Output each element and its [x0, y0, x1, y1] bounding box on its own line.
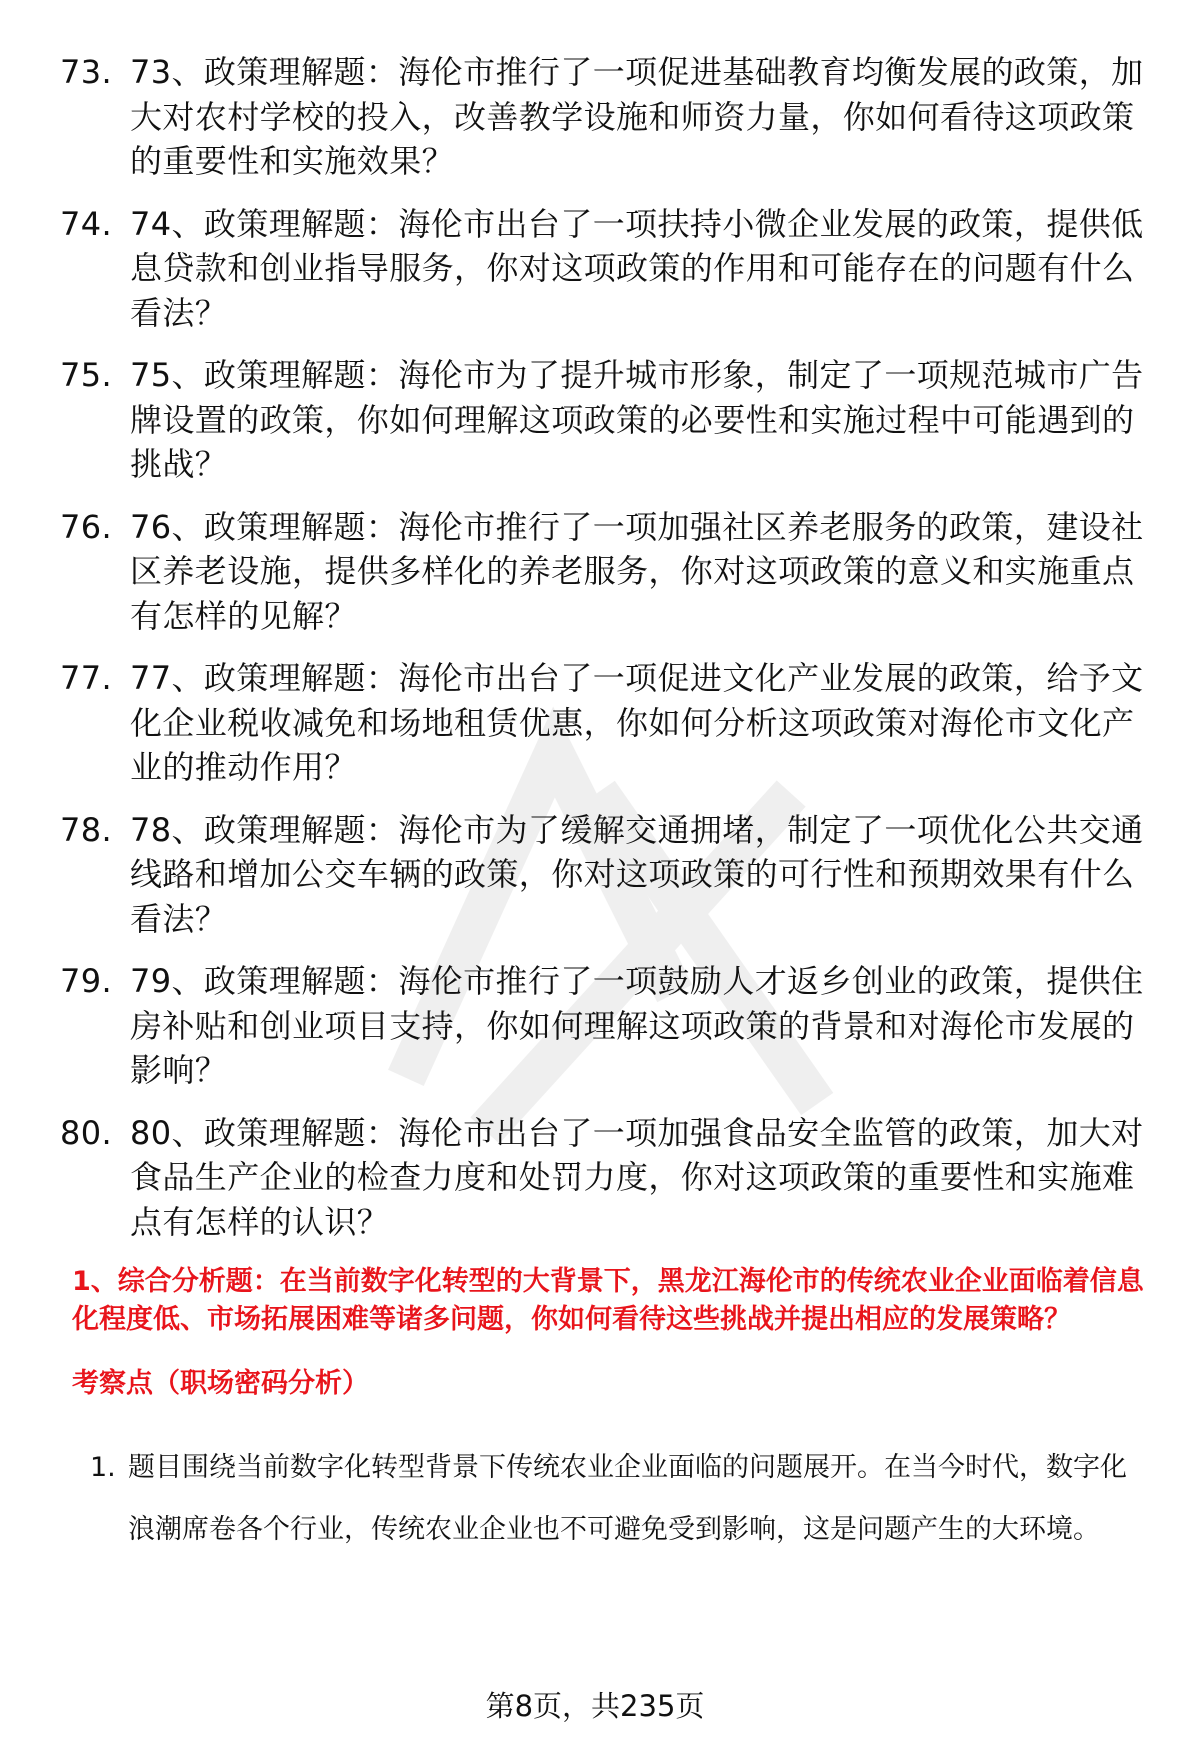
list-item-number: 75. [60, 356, 113, 394]
list-item [60, 353, 1160, 487]
list-item [60, 1111, 1160, 1245]
question-text: 76、政策理解题：海伦市推行了一项加强社区养老服务的政策，建设社区养老设施，提供多样化的养老服务，你对这项政策的意义和实施重点有怎样的见解？ [130, 507, 1144, 635]
list-item [60, 505, 1160, 639]
list-item-number: 80. [60, 1113, 113, 1152]
question-text: 79、政策理解题：海伦市推行了一项鼓励人才返乡创业的政策，提供住房补贴和创业项目支持，你如何理解这项政策的背景和对海伦市发展的影响？ [130, 962, 1144, 1089]
page-footer: 第8页，共235页 [485, 1689, 705, 1723]
list-item-number: 79. [60, 962, 113, 1000]
question-text: 74、政策理解题：海伦市出台了一项扶持小微企业发展的政策，提供低息贷款和创业指导服务，你对这项政策的作用和可能存在的问题有什么看法？ [130, 204, 1144, 332]
question-text: 80、政策理解题：海伦市出台了一项加强食品安全监管的政策，加大对食品生产企业的检查力度和处罚力度，你对这项政策的重要性和实施难点有怎样的认识？ [130, 1113, 1144, 1241]
question-text: 78、政策理解题：海伦市为了缓解交通拥堵，制定了一项优化公共交通线路和增加公交车辆的政策，你对这项政策的可行性和预期效果有什么看法？ [130, 810, 1144, 938]
question-text: 73、政策理解题：海伦市推行了一项促进基础教育均衡发展的政策，加大对农村学校的投入，改善教学设施和师资力量，你如何看待这项政策的重要性和实施效果？ [130, 53, 1144, 180]
analysis-point-number: 1. [90, 1452, 116, 1483]
list-item [60, 202, 1160, 336]
list-item [60, 959, 1160, 1093]
analysis-point-text: 题目围绕当前数字化转型背景下传统农业企业面临的问题展开。在当今时代，数字化浪潮席卷各个行业，传统农业企业也不可避免受到影响，这是问题产生的大环境。 [128, 1452, 1127, 1545]
question-text: 77、政策理解题：海伦市出台了一项促进文化产业发展的政策，给予文化企业税收减免和场地租赁优惠，你如何分析这项政策对海伦市文化产业的推动作用？ [130, 659, 1144, 786]
question-text: 75、政策理解题：海伦市为了提升城市形象，制定了一项规范城市广告牌设置的政策，你如何理解这项政策的必要性和实施过程中可能遇到的挑战？ [130, 356, 1144, 483]
list-item-number: 78. [60, 810, 113, 849]
question-list [60, 50, 1160, 1262]
section-subtitle: 考察点（职场密码分析） [72, 1368, 369, 1399]
analysis-point [72, 1437, 1152, 1561]
list-item-number: 73. [60, 53, 113, 91]
section-title: 1、综合分析题：在当前数字化转型的大背景下，黑龙江海伦市的传统农业企业面临着信息化程度低、市场拓展困难等诸多问题，你如何看待这些挑战并提出相应的发展策略？ [72, 1266, 1144, 1335]
analysis-section [72, 1263, 1152, 1561]
list-item [60, 808, 1160, 942]
list-item-number: 76. [60, 507, 113, 546]
list-item-number: 74. [60, 204, 113, 243]
list-item [60, 656, 1160, 790]
list-item [60, 50, 1160, 184]
list-item-number: 77. [60, 659, 113, 697]
